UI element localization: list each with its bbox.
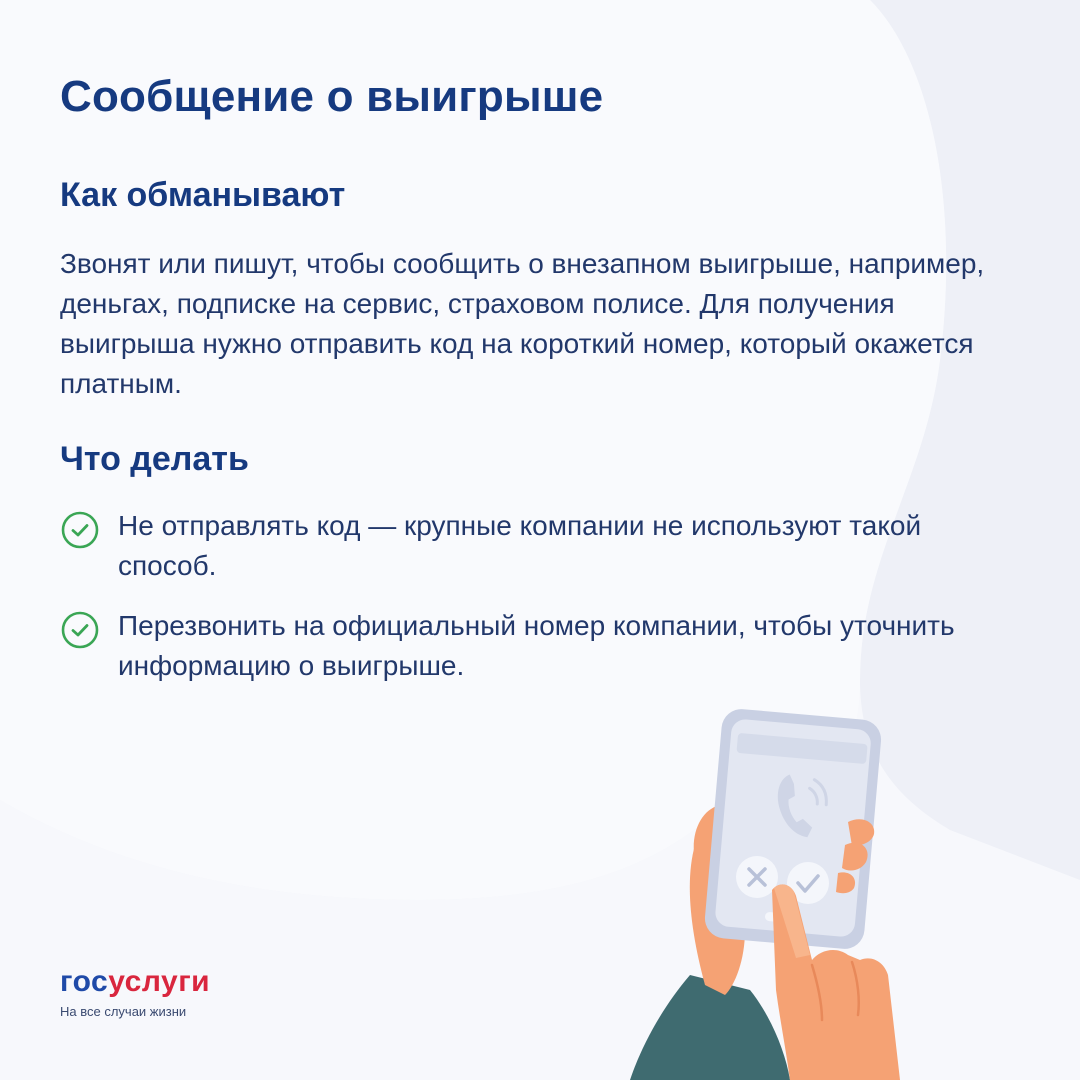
page-title: Сообщение о выигрыше	[60, 72, 604, 121]
list-item	[60, 606, 960, 686]
advice-list	[60, 506, 960, 706]
list-item	[60, 506, 960, 586]
logo-tagline: На все случаи жизни	[60, 1004, 187, 1019]
list-item-text: Не отправлять код — крупные компании не используют такой способ.	[118, 510, 922, 581]
section-heading-how: Как обманывают	[60, 176, 346, 214]
check-circle-icon	[60, 610, 100, 650]
check-circle-icon	[60, 510, 100, 550]
decline-x-icon	[736, 856, 778, 898]
section-description: Звонят или пишут, чтобы сообщить о внезапном выигрыше, например, деньгах, подписке на сервис, страховом полисе. Для получения выигрыша нужно отправить код на короткий номер, который окажется платным.	[60, 248, 985, 399]
logo-text: госуслуги	[60, 965, 211, 998]
gosuslugi-logo[interactable]	[60, 964, 210, 1019]
list-item-text: Перезвонить на официальный номер компании, чтобы уточнить информацию о выигрыше.	[118, 610, 955, 681]
section-heading-what-to-do: Что делать	[60, 440, 249, 478]
